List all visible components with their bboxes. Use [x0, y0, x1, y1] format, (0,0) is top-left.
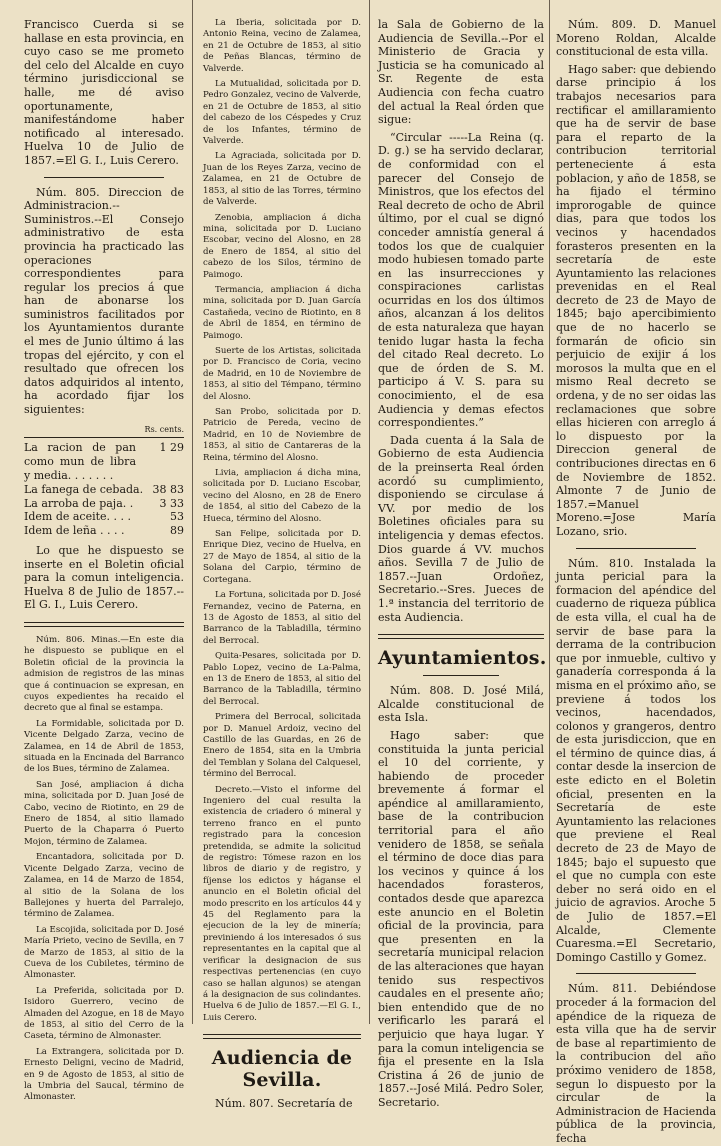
price-item: Idem de leña . . . .	[24, 524, 125, 538]
mine-entry: La Fortuna, solicitada por D. José Fernandez, vecino de Paterna, en 13 de Agosto de 1853, al sitio del Barranco de la Tabladilla, término del Berrocal.	[203, 590, 361, 646]
column-rule	[369, 0, 370, 1024]
mine-entry: La Agraciada, solicitada por D. Juan de los Reyes Zarza, vecino de Zalamea, en 21 de Octubre de 1853, al sitio de las Torres, término de Valverde.	[203, 151, 361, 208]
mine-entry: San José, ampliacion á dicha mina, solicitada por D. Juan José de Cabo, vecino de Riotinto, en 29 de Enero de 1854, al sitio llamado Puerto de la Chaparra ó Puerto Mojon, término de Zalamea.	[24, 779, 184, 847]
price-value: 1 29	[159, 441, 184, 455]
mine-entry: San Felipe, solicitada por D. Enrique Diez, vecino de Huelva, en 27 de Mayo de 1854, al sitio de la Solana del Carpio, término de Cortegana.	[203, 529, 361, 585]
paragraph: la Sala de Gobierno de la Audiencia de Sevilla.--Por el Ministerio de Gracia y Justicia se ha comunicado al Sr. Regente de esta Audiencia con fecha cuatro del actual la Real órden que sigue:	[378, 18, 544, 127]
separator	[378, 634, 544, 639]
paragraph: Francisco Cuerda si se hallase en esta provincia, en cuyo caso se me prometo del celo del Alcalde en cuyo término jurisdiccional se halle, me dé aviso oportunamente, manifestándome haber notificado al interesado. Huelva 10 de Julio de 1857.=El G. I., Luis Cerero.	[24, 18, 184, 167]
mine-entry: Termancia, ampliacion á dicha mina, solicitada por D. Juan García Castañeda, vecino de Riotinto, en 8 de Abril de 1854, en término de Paimogo.	[203, 284, 361, 341]
paragraph: Lo que he dispuesto se inserte en el Boletin oficial para la comun inteligencia. Huelva 8 de Julio de 1857.--El G. I., Luis Cerero.	[24, 544, 184, 612]
mine-entry: Livia, ampliacion á dicha mina, solicitada por D. Luciano Escobar, vecino del Alosno, en 28 de Enero de 1854, al sitio del Cabezo de la Hueca, término del Alosno.	[203, 468, 361, 524]
price-row	[24, 524, 184, 538]
price-value: 38 83	[152, 482, 184, 496]
separator	[576, 973, 696, 974]
section-title: Audiencia de Sevilla.	[211, 1047, 353, 1092]
price-item: La fanega de cebada.	[24, 482, 144, 496]
paragraph: “Circular -----La Reina (q. D. g.) se ha servido declarar, de conformidad con el parecer del Consejo de Ministros, que los efectos del Real decreto de ocho de Abril último, por el cual se dignó conceder amnistía general á todos los que de cualquier modo hubiesen tomado parte en las insurrecciones y conspiraciones carlistas ocurridas en los dos últimos años, alcanzan á los delitos de esta naturaleza que hayan tenido lugar hasta la fecha del citado Real decreto. Lo que de órden de S. M. participo á V. S. para su conocimiento, el de esa Audiencia y demas efectos correspondientes.”	[378, 130, 544, 430]
mine-entry: La Preferida, solicitada por D. Isidoro Guerrero, vecino de Almaden del Azogue, en 18 de Mayo de 1853, al sitio del Cerro de la Caseta, término de Almonaster.	[24, 985, 184, 1042]
price-row	[24, 441, 184, 482]
column-1	[24, 18, 184, 1103]
paragraph: Núm. 809. D. Manuel Moreno Roldan, Alcalde constitucional de esta villa.	[556, 18, 716, 59]
mine-entry: San Probo, solicitada por D. Patricio de Pereda, vecino de Madrid, en 10 de Noviembre de 1853, al sitio de Cantareras de la Reina, término del Alosno.	[203, 407, 361, 463]
price-table-header: Rs. cents.	[24, 423, 184, 439]
paragraph: Hago saber: que debiendo darse principio á los trabajos necesarios para rectificar el amillaramiento que ha de servir de base para el reparto de la contribucion territorial perteneciente á esta poblacion, y año de 1858, se ha fijado el término improrogable de quince dias, para que todos los vecinos y hacendados forasteros presenten en la secretaría de este Ayuntamiento las relaciones prevenidas en el Real decreto de 23 de Mayo de 1845; bajo apercibimiento que de no hacerlo se formarán de oficio sin perjuicio de exijir á los morosos la multa que en el mismo Real decreto se ordena, y de no ser oidas las reclamaciones que sobre ellas hicieren con arreglo á lo dispuesto por la Direccion general de contribuciones directas en 6 de Noviembre de 1852. Almonte 7 de Junio de 1857.=Manuel Moreno.=Jose María Lozano, srio.	[556, 62, 716, 538]
price-value: 53	[170, 510, 184, 524]
decree-paragraph: Decreto.—Visto el informe del Ingeniero del cual resulta la existencia de criadero ó mineral y terreno franco en el punto registrado para la concesion pretendida, se admite la solicitud de registro: Tómese razon en los libros de diario y de registro, y fíjense los edictos y háganse el anuncio en el Boletin oficial del modo prescrito en los artículos 44 y 45 del Reglamento para la ejecucion de la ley de minería; previniendo á los interesados ó sus representantes en la capital que al verificar la designacion de sus respectivas pertenencias (en cuyo caso se hallan algunos) se atengan á la designacion de sus colindantes. Huelva 6 de Julio de 1857.—El G. I., Luis Cerero.	[203, 784, 361, 1023]
mine-entry: La Mutualidad, solicitada por D. Pedro Gonzalez, vecino de Valverde, en 21 de Octubre de 1853, al sitio del cabezo de los Céspedes y Cruz de los Infantes, término de Valverde.	[203, 79, 361, 147]
separator	[576, 548, 696, 549]
section-title: Ayuntamientos.	[378, 647, 547, 670]
paragraph: Dada cuenta á la Sala de Gobierno de esta Audiencia de la preinserta Real órden acordó su cumplimiento, disponiendo se circulase á VV. por medio de los Boletines oficiales para su inteligencia y demas efectos. Dios guarde á VV. muchos años. Sevilla 7 de Julio de 1857.--Juan Ordoñez, Secretario.--Sres. Jueces de 1.ª instancia del territorio de esta Audiencia.	[378, 433, 544, 624]
column-rule	[192, 0, 193, 1024]
mine-entry: Zenobia, ampliacion á dicha mina, solicitada por D. Luciano Escobar, vecino del Alosno, en 28 de Enero de 1854, al sitio del cabezo de los Silos, término de Paimogo.	[203, 212, 361, 280]
paragraph: Núm. 805. Direccion de Administracion.--Suministros.--El Consejo administrativo de esta provincia ha practicado las operaciones correspondientes para regular los precios á que han de abonarse los suministros facilitados por los Ayuntamientos durante el mes de Junio último á las tropas del ejército, y con el resultado que ofrecen los datos adquiridos al intento, ha acordado fijar los siguientes:	[24, 185, 184, 417]
column-rule	[549, 0, 550, 1024]
price-table	[24, 423, 184, 538]
price-value: 89	[170, 524, 184, 538]
separator	[24, 622, 184, 627]
mine-entry: La Iberia, solicitada por D. Antonio Reina, vecino de Zalamea, en 21 de Octubre de 1853, al sitio de Peñas Blancas, término de Valverde.	[203, 18, 361, 74]
paragraph: Núm. 808. D. José Milá, Alcalde constitucional de esta Isla.	[378, 684, 544, 725]
paragraph: Hago saber: que constituida la junta pericial el 10 del corriente, y habiendo de proceder brevemente á formar el apéndice al amillaramiento, base de la contribucion territorial para el año venidero de 1858, se señala el término de doce dias para los vecinos y quince á los hacendados forasteros, contados desde que aparezca este anuncio en el Boletin oficial de la provincia, para que presenten en la secretaría municipal relacion de las alteraciones que hayan tenido sus respectivos caudales en el presente año; bien entendido que de no verificarlo les parará el perjuicio que haya lugar. Y para la comun inteligencia se fija el presente en la Isla Cristina á 26 de junio de 1857.--José Milá. Pedro Soler, Secretario.	[378, 728, 544, 1109]
mine-entry: Suerte de los Artistas, solicitada por D. Francisco de Coria, vecino de Madrid, en 10 de Noviembre de 1853, al sitio del Témpano, término del Alosno.	[203, 345, 361, 402]
price-item: La arroba de paja. .	[24, 496, 134, 510]
column-4	[556, 18, 716, 1145]
price-value: 3 33	[159, 496, 184, 510]
mine-entry: La Escojida, solicitada por D. José María Prieto, vecino de Sevilla, en 7 de Marzo de 1853, al sitio de la Cueva de los Cubiletes, término de Almonaster.	[24, 924, 184, 981]
price-item: La racion de pan como mun de libra y media. . . . . . .	[24, 441, 136, 483]
separator	[44, 177, 164, 178]
separator	[423, 675, 499, 676]
paragraph: Núm. 806. Minas.—En este dia he dispuesto se publique en el Boletin oficial de la provincia la admision de registros de las minas que á continuacion se expresan, en cuyos expedientes ha recaido el decreto que al final se estampa.	[24, 634, 184, 714]
price-row	[24, 497, 184, 511]
price-row	[24, 510, 184, 524]
column-2	[203, 18, 361, 1111]
paragraph: Núm. 811. Debiéndose proceder á la formacion del apéndice de la riqueza de esta villa que ha de servir de base al repartimiento de la contribucion del año próximo venidero de 1858, segun lo dispuesto por la circular de la Administracion de Hacienda pública de la provincia, fecha	[556, 982, 716, 1145]
paragraph: Núm. 810. Instalada la junta pericial para la formacion del apéndice del cuaderno de riqueza pública de esta villa, el cual ha de servir de base para la derrama de la contribucion que por inmueble, cultivo y ganadería corresponda á la misma en el próximo año, se previene á todos los vecinos, hacendados, colonos y grangeros, dentro de esta jurisdiccion, que en el término de quince dias, á contar desde la insercion de este edicto en el Boletin oficial, presenten en la Secretaría de este Ayuntamiento las relaciones que previene el Real decreto de 23 de Mayo de 1845; bajo el supuesto que el que no cumpla con este deber no será oido en el juicio de agravios. Aroche 5 de Julio de 1857.=El Alcalde, Clemente Cuaresma.=El Secretario, Domingo Castillo y Gomez.	[556, 556, 716, 964]
mine-entry: Quita-Pesares, solicitada por D. Pablo Lopez, vecino de La-Palma, en 13 de Enero de 1853, al sitio del Barranco de la Tabladilla, término del Berrocal.	[203, 651, 361, 707]
mine-entry: Primera del Berrocal, solicitada por D. Manuel Ardoiz, vecino del Castillo de las Guardas, en 26 de Enero de 1854, sita en la Umbria del Temblan y Solana del Calquesel, término del Berrocal.	[203, 712, 361, 780]
mine-entry: La Extrangera, solicitada por D. Ernesto Deligni, vecino de Madrid, en 9 de Agosto de 1853, al sitio de la Umbria del Saucal, término de Almonaster.	[24, 1046, 184, 1103]
mine-entry: Encantadora, solicitada por D. Vicente Delgado Zarza, vecino de Zalamea, en 14 de Marzo de 1854, al sitio de la Solana de los Ballejones y huerta del Parralejo, término de Zalamea.	[24, 852, 184, 920]
paragraph: Núm. 807. Secretaría de	[215, 1097, 353, 1111]
separator	[203, 1034, 361, 1039]
price-item: Idem de aceite. . . .	[24, 510, 132, 524]
mine-entry: La Formidable, solicitada por D. Vicente Delgado Zarza, vecino de Zalamea, en 14 de Abril de 1853, situada en la Encinada del Barranco de los Bues, término de Zalamea.	[24, 718, 184, 775]
column-3	[378, 18, 547, 1109]
price-row	[24, 483, 184, 497]
